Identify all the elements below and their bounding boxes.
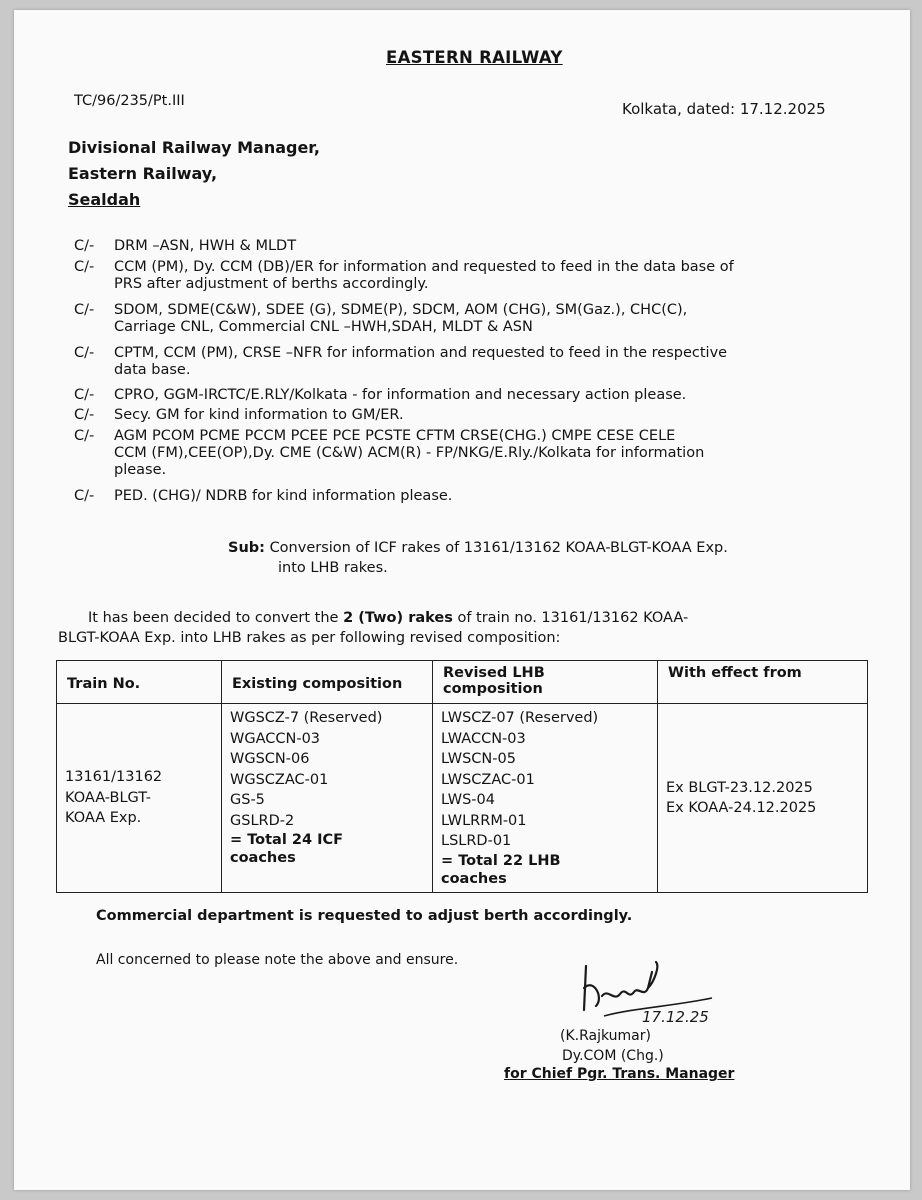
copy-prefix: C/- — [74, 345, 95, 361]
addressee-line-2: Eastern Railway, — [68, 164, 218, 183]
commercial-note: Commercial department is requested to adjust berth accordingly. — [96, 908, 633, 924]
body-text: BLGT-KOAA Exp. into LHB rakes as per following revised composition: — [58, 630, 561, 646]
revised-total: = Total 22 LHB coaches — [441, 852, 561, 887]
addressee-line-1: Divisional Railway Manager, — [68, 138, 320, 157]
existing-total: = Total 24 ICF coaches — [230, 832, 344, 866]
coach-item: LWSCZ-07 (Reserved) — [441, 710, 599, 726]
coach-item: WGSCZ-7 (Reserved) — [230, 710, 383, 726]
header-revised: Revised LHB composition — [433, 661, 658, 704]
effect-date: Ex BLGT-23.12.2025 — [666, 779, 813, 796]
table-row — [57, 704, 868, 893]
train-no-line: 13161/13162 — [65, 769, 163, 786]
copy-text: AGM PCOM PCME PCCM PCEE PCE PCSTE CFTM CRSE(CHG.) CMPE CESE CELE — [114, 428, 676, 444]
subject-line-1: Conversion of ICF rakes of 13161/13162 KOAA-BLGT-KOAA Exp. — [269, 540, 728, 556]
copy-text: data base. — [114, 362, 191, 378]
handwritten-signature — [574, 958, 724, 1028]
copy-text: CPTM, CCM (PM), CRSE –NFR for information and requested to feed in the respective — [114, 345, 728, 361]
copy-text: CPRO, GGM-IRCTC/E.RLY/Kolkata - for information and necessary action please. — [114, 387, 687, 403]
copy-prefix: C/- — [74, 302, 95, 318]
copy-prefix: C/- — [74, 488, 95, 504]
subject-label: Sub: — [228, 540, 265, 556]
body-paragraph — [58, 608, 868, 648]
copy-prefix: C/- — [74, 259, 95, 275]
copy-text: PED. (CHG)/ NDRB for kind information please. — [114, 488, 453, 504]
signature-date: 17.12.25 — [642, 1008, 709, 1026]
copy-text: Secy. GM for kind information to GM/ER. — [114, 407, 404, 423]
place-date: Kolkata, dated: 17.12.2025 — [622, 100, 826, 118]
effect-cell — [658, 704, 868, 893]
copy-text: Carriage CNL, Commercial CNL –HWH,SDAH, MLDT & ASN — [114, 319, 533, 335]
copy-text: please. — [114, 462, 167, 478]
coach-item: LWACCN-03 — [441, 730, 526, 747]
coach-item: LWSCZAC-01 — [441, 771, 535, 788]
coach-item: WGSCZAC-01 — [230, 771, 329, 788]
coach-item: LSLRD-01 — [441, 833, 512, 849]
copy-prefix: C/- — [74, 407, 95, 423]
table-header-row — [57, 661, 868, 704]
coach-item: GS-5 — [230, 792, 265, 808]
body-text: of train no. 13161/13162 KOAA- — [452, 610, 689, 626]
copy-text: CCM (FM),CEE(OP),Dy. CME (C&W) ACM(R) - FP/NKG/E.Rly./Kolkata for information — [114, 445, 705, 461]
subject-line-2: into LHB rakes. — [278, 560, 388, 576]
header-existing: Existing composition — [222, 661, 433, 704]
train-no-line: KOAA Exp. — [65, 810, 142, 827]
signatory-name: (K.Rajkumar) — [560, 1028, 651, 1044]
effect-date: Ex KOAA-24.12.2025 — [666, 800, 817, 816]
coach-item: GSLRD-2 — [230, 812, 295, 829]
ensure-note: All concerned to please note the above and ensure. — [96, 952, 459, 968]
existing-cell — [222, 704, 433, 893]
copy-text: DRM –ASN, HWH & MLDT — [114, 238, 297, 254]
coach-item: WGSCN-06 — [230, 751, 310, 767]
copy-prefix: C/- — [74, 428, 95, 444]
subject — [228, 538, 728, 578]
addressee-line-3: Sealdah — [68, 190, 141, 209]
signatory-for-line: for Chief Pgr. Trans. Manager — [504, 1066, 735, 1082]
signatory-designation: Dy.COM (Chg.) — [562, 1048, 664, 1064]
document-page — [14, 10, 910, 1190]
body-text: It has been decided to convert the — [88, 610, 344, 626]
coach-item: WGACCN-03 — [230, 730, 321, 747]
header-train-no: Train No. — [57, 661, 222, 704]
copy-prefix: C/- — [74, 238, 95, 254]
header-effect: With effect from — [658, 661, 868, 704]
reference-number: TC/96/235/Pt.III — [74, 93, 185, 109]
copy-text: PRS after adjustment of berths accordingly. — [114, 276, 429, 292]
copy-prefix: C/- — [74, 387, 95, 403]
coach-item: LWLRRM-01 — [441, 812, 527, 829]
copy-text: CCM (PM), Dy. CCM (DB)/ER for information and requested to feed in the data base of — [114, 259, 734, 275]
coach-item: LWSCN-05 — [441, 751, 516, 767]
copy-text: SDOM, SDME(C&W), SDEE (G), SDME(P), SDCM, AOM (CHG), SM(Gaz.), CHC(C), — [114, 302, 688, 318]
revised-cell — [433, 704, 658, 893]
composition-table — [56, 660, 868, 893]
body-bold-text: 2 (Two) rakes — [343, 610, 453, 626]
train-no-cell — [57, 704, 222, 893]
document-heading: EASTERN RAILWAY — [386, 48, 563, 67]
coach-item: LWS-04 — [441, 792, 495, 808]
train-no-line: KOAA-BLGT- — [65, 789, 152, 806]
